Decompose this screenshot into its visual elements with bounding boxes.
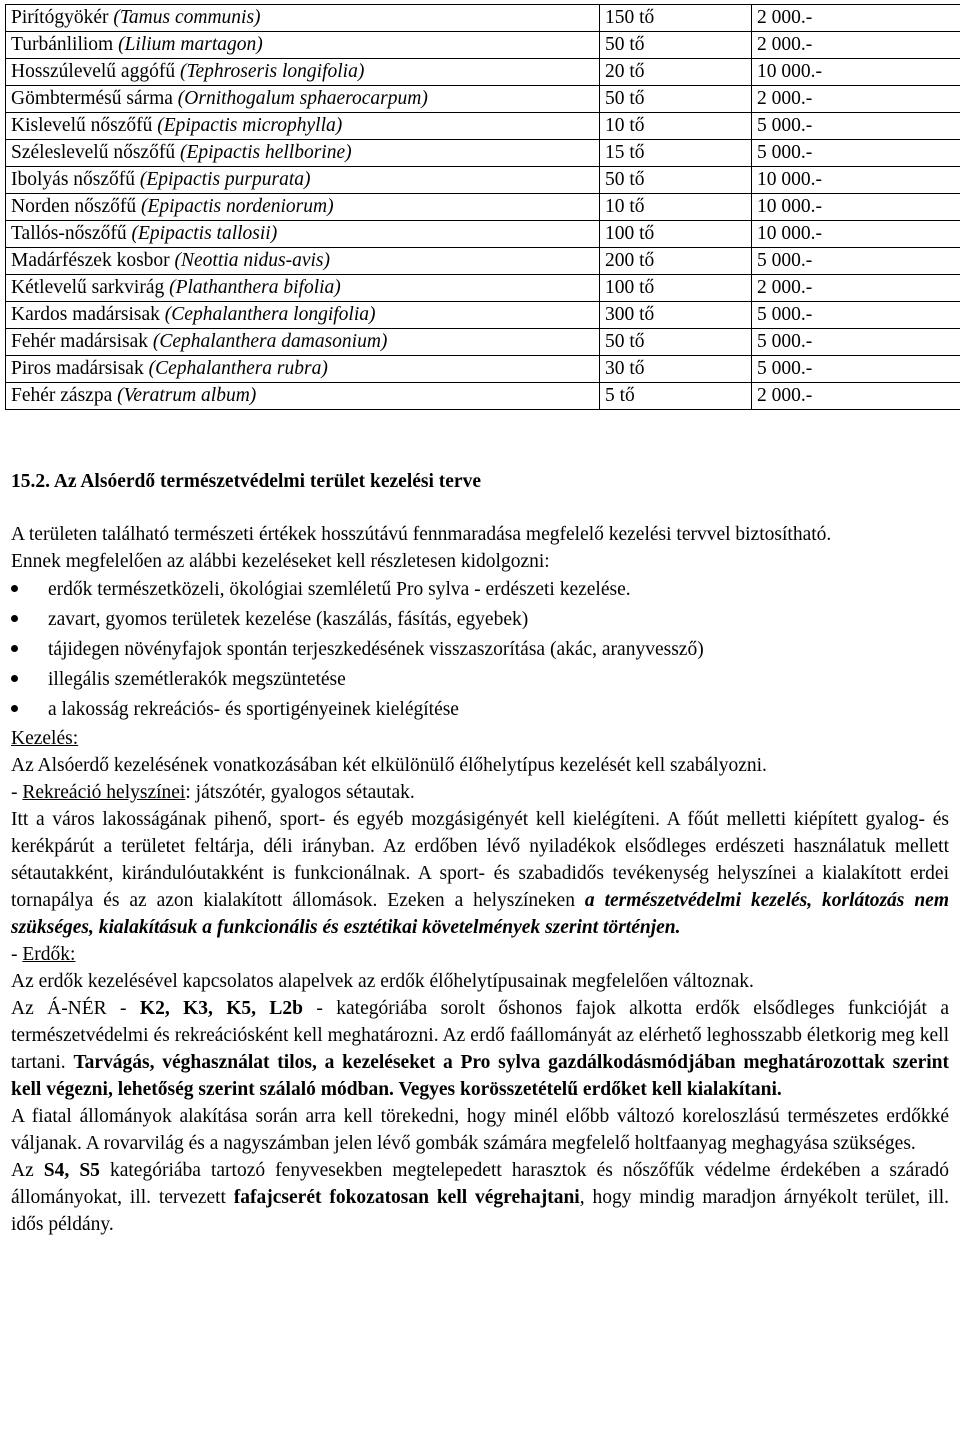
species-price: 10 000.- <box>757 61 822 82</box>
species-hungarian-name: Kétlevelű sarkvirág <box>11 277 165 298</box>
species-quantity: 150 tő <box>605 7 655 28</box>
species-quantity: 5 tő <box>605 385 635 406</box>
table-row <box>6 275 960 302</box>
table-row <box>6 248 960 275</box>
species-latin-name: (Cephalanthera longifolia) <box>164 304 376 325</box>
species-table-body <box>6 5 960 410</box>
table-row <box>6 356 960 383</box>
section-body <box>11 467 949 1238</box>
species-price-cell <box>752 32 960 59</box>
species-price-cell <box>752 113 960 140</box>
species-price: 5 000.- <box>757 304 813 325</box>
species-latin-name: (Epipactis microphylla) <box>157 115 343 136</box>
erdok-label: Erdők: <box>22 944 76 965</box>
species-price: 10 000.- <box>757 196 822 217</box>
rekreacio-label: Rekreáció helyszínei <box>22 782 186 803</box>
kezeles-paragraph: Az Alsóerdő kezelésének vonatkozásában két elkülönülő élőhelytípus kezelését kell szabályozni. <box>11 755 767 776</box>
species-latin-name: (Epipactis hellborine) <box>179 142 352 163</box>
species-price: 10 000.- <box>757 223 822 244</box>
species-price: 2 000.- <box>757 34 813 55</box>
species-price: 5 000.- <box>757 331 813 352</box>
s4-codes: S4, S5 <box>43 1160 100 1181</box>
erdok-heading: - Erdők: <box>11 944 76 965</box>
species-quantity: 10 tő <box>605 196 645 217</box>
species-quantity: 15 tő <box>605 142 645 163</box>
species-price: 5 000.- <box>757 250 813 271</box>
fenyves-paragraph: Az S4, S5 kategóriába tartozó fenyvesekben megtelepedett harasztok és nőszőfűk védelme érdekében a száradó állományokat, ill. tervezett fafajcserét fokozatosan kell végrehajtani, hogy mindig maradjon árnyékolt terület, ill. idős példány. <box>11 1160 950 1235</box>
species-quantity-cell <box>600 194 752 221</box>
species-price: 5 000.- <box>757 115 813 136</box>
emphasis-text: a természetvédelmi kezelés, korlátozás nem szükséges, kialakításuk a funkcionális és esztétikai követelmények szerint történjen. <box>11 890 949 938</box>
species-name-cell <box>6 356 600 383</box>
species-name-cell <box>6 86 600 113</box>
bullet-icon <box>11 615 18 622</box>
species-hungarian-name: Gömbtermésű sárma <box>11 88 173 109</box>
list-intro: Ennek megfelelően az alábbi kezeléseket kell részletesen kidolgozni: <box>11 551 550 572</box>
species-hungarian-name: Turbánliliom <box>11 34 114 55</box>
species-name-cell <box>6 194 600 221</box>
species-quantity-cell <box>600 86 752 113</box>
fiatal-paragraph: A fiatal állományok alakítása során arra kell törekedni, hogy minél előbb változó koreloszlású természetes erdőkké váljanak. A rovarvilág és a nagyszámban jelen lévő gombák számára megfelelő holtfaanyag meghagyása szükséges. <box>11 1106 949 1154</box>
species-hungarian-name: Madárfészek kosbor <box>11 250 170 271</box>
species-quantity: 100 tő <box>605 223 655 244</box>
species-latin-name: (Ornithogalum sphaerocarpum) <box>177 88 428 109</box>
species-latin-name: (Cephalanthera damasonium) <box>152 331 388 352</box>
table-row <box>6 329 960 356</box>
species-name-cell <box>6 329 600 356</box>
species-hungarian-name: Hosszúlevelű aggófű <box>11 61 176 82</box>
species-latin-name: (Veratrum album) <box>117 385 257 406</box>
table-row <box>6 383 960 410</box>
species-name-cell <box>6 113 600 140</box>
species-hungarian-name: Pirítógyökér <box>11 7 109 28</box>
species-quantity-cell <box>600 302 752 329</box>
bullet-icon <box>11 705 18 712</box>
intro-paragraph: A területen található természeti értékek hosszútávú fennmaradása megfelelő kezelési tervvel biztosítható. <box>11 524 832 545</box>
species-name-cell <box>6 302 600 329</box>
species-hungarian-name: Tallós-nőszőfű <box>11 223 127 244</box>
table-row <box>6 302 960 329</box>
species-hungarian-name: Norden nőszőfű <box>11 196 137 217</box>
species-latin-name: (Neottia nidus-avis) <box>174 250 330 271</box>
table-row <box>6 140 960 167</box>
species-price-cell <box>752 5 960 32</box>
species-latin-name: (Lilium martagon) <box>118 34 263 55</box>
species-hungarian-name: Fehér madársisak <box>11 331 148 352</box>
species-latin-name: (Tephroseris longifolia) <box>179 61 365 82</box>
species-price-table <box>5 4 960 410</box>
species-hungarian-name: Piros madársisak <box>11 358 144 379</box>
species-name-cell <box>6 221 600 248</box>
species-quantity: 50 tő <box>605 169 645 190</box>
species-quantity-cell <box>600 356 752 383</box>
species-quantity-cell <box>600 275 752 302</box>
species-price-cell <box>752 86 960 113</box>
species-quantity-cell <box>600 5 752 32</box>
species-price-cell <box>752 194 960 221</box>
species-hungarian-name: Kardos madársisak <box>11 304 160 325</box>
list-item: a lakosság rekreációs- és sportigényeinek kielégítése <box>11 695 949 725</box>
species-quantity: 50 tő <box>605 88 645 109</box>
bullet-icon <box>11 585 18 592</box>
section-heading <box>11 467 949 497</box>
species-name-cell <box>6 32 600 59</box>
species-quantity: 100 tő <box>605 277 655 298</box>
species-name-cell <box>6 248 600 275</box>
section-title: Az Alsóerdő természetvédelmi terület kezelési terve <box>53 471 481 492</box>
species-quantity-cell <box>600 329 752 356</box>
species-quantity-cell <box>600 140 752 167</box>
species-hungarian-name: Széleslevelű nőszőfű <box>11 142 176 163</box>
species-price: 2 000.- <box>757 88 813 109</box>
rekreacio-paragraph: Itt a város lakosságának pihenő, sport- és egyéb mozgásigényét kell kielégíteni. A főút melletti kiépített gyalog- és kerékpárút a területet feltárja, déli irányban. Az erdőben lévő nyiladékok elsődleges erdészeti használatuk mellett sétautakként, kirándulóutakként is funkcionálnak. A sport- és szabadidős tevékenység helyszínei a kialakított erdei tornapálya és az azon kialakított állomások. Ezeken a helyszíneken a természetvédelmi kezelés, korlátozás nem szükséges, kialakításuk a funkcionális és esztétikai követelmények szerint történjen. <box>11 809 949 938</box>
bullet-icon <box>11 645 18 652</box>
table-row <box>6 5 960 32</box>
table-row <box>6 221 960 248</box>
species-price-cell <box>752 140 960 167</box>
species-price-cell <box>752 356 960 383</box>
species-price: 2 000.- <box>757 277 813 298</box>
species-price: 5 000.- <box>757 358 813 379</box>
species-name-cell <box>6 5 600 32</box>
species-price-cell <box>752 383 960 410</box>
species-quantity-cell <box>600 383 752 410</box>
aner-codes: K2, K3, K5, L2b <box>139 998 304 1019</box>
species-price-cell <box>752 248 960 275</box>
species-quantity: 50 tő <box>605 34 645 55</box>
aner-bold-text: Tarvágás, véghasználat tilos, a kezeléseket a Pro sylva gazdálkodásmódjában meghatározottak szerint kell végezni, lehetőség szerint szálaló módban. Vegyes korösszetételű erdőket kell kialakítani. <box>11 1052 949 1100</box>
table-row <box>6 59 960 86</box>
species-name-cell <box>6 140 600 167</box>
kezeles-label: Kezelés: <box>11 728 79 749</box>
species-hungarian-name: Ibolyás nőszőfű <box>11 169 136 190</box>
species-quantity: 10 tő <box>605 115 645 136</box>
species-quantity-cell <box>600 221 752 248</box>
list-item: zavart, gyomos területek kezelése (kaszálás, fásítás, egyebek) <box>11 605 949 635</box>
species-price: 2 000.- <box>757 385 813 406</box>
species-quantity: 200 tő <box>605 250 655 271</box>
species-latin-name: (Plathanthera bifolia) <box>169 277 341 298</box>
list-item: illegális szemétlerakók megszüntetése <box>11 665 949 695</box>
species-hungarian-name: Kislevelű nőszőfű <box>11 115 153 136</box>
species-latin-name: (Tamus communis) <box>113 7 261 28</box>
species-price-cell <box>752 59 960 86</box>
table-row <box>6 32 960 59</box>
list-item: tájidegen növényfajok spontán terjeszkedésének visszaszorítása (akác, aranyvessző) <box>11 635 949 665</box>
species-latin-name: (Cephalanthera rubra) <box>148 358 328 379</box>
species-name-cell <box>6 275 600 302</box>
species-price-cell <box>752 329 960 356</box>
list-item: erdők természetközeli, ökológiai szemléletű Pro sylva - erdészeti kezelése. <box>11 575 949 605</box>
species-price-cell <box>752 167 960 194</box>
species-quantity: 50 tő <box>605 331 645 352</box>
species-quantity: 30 tő <box>605 358 645 379</box>
species-name-cell <box>6 167 600 194</box>
s4-bold-text: fafajcserét fokozatosan kell végrehajtani <box>233 1187 580 1208</box>
species-price-cell <box>752 275 960 302</box>
bullet-icon <box>11 675 18 682</box>
species-price: 2 000.- <box>757 7 813 28</box>
erdok-intro-paragraph: Az erdők kezelésével kapcsolatos alapelvek az erdők élőhelytípusainak megfelelően változnak. <box>11 971 754 992</box>
species-quantity-cell <box>600 167 752 194</box>
species-quantity-cell <box>600 248 752 275</box>
species-price-cell <box>752 302 960 329</box>
species-latin-name: (Epipactis tallosii) <box>131 223 278 244</box>
management-list <box>11 575 949 725</box>
species-latin-name: (Epipactis purpurata) <box>139 169 311 190</box>
species-quantity-cell <box>600 59 752 86</box>
aner-paragraph: Az Á-NÉR - K2, K3, K5, L2b - kategóriába sorolt őshonos fajok alkotta erdők elsődleges funkcióját a természetvédelmi és rekreációsként kell meghatározni. Az erdő faállományát az elérhető leghosszabb életkorig meg kell tartani. Tarvágás, véghasználat tilos, a kezeléseket a Pro sylva gazdálkodásmódjában meghatározottak szerint kell végezni, lehetőség szerint szálaló módban. Vegyes korösszetételű erdőket kell kialakítani. <box>11 998 949 1100</box>
species-price-cell <box>752 221 960 248</box>
species-hungarian-name: Fehér zászpa <box>11 385 113 406</box>
species-quantity-cell <box>600 32 752 59</box>
species-name-cell <box>6 383 600 410</box>
species-name-cell <box>6 59 600 86</box>
table-row <box>6 113 960 140</box>
rekreacio-line: - Rekreáció helyszínei: játszótér, gyalogos sétautak. <box>11 782 415 803</box>
table-row <box>6 167 960 194</box>
species-quantity: 20 tő <box>605 61 645 82</box>
species-price: 10 000.- <box>757 169 822 190</box>
section-number: 15.2. <box>11 471 50 492</box>
species-quantity: 300 tő <box>605 304 655 325</box>
species-price: 5 000.- <box>757 142 813 163</box>
kezeles-heading <box>11 725 949 752</box>
table-row <box>6 86 960 113</box>
species-quantity-cell <box>600 113 752 140</box>
table-row <box>6 194 960 221</box>
species-latin-name: (Epipactis nordeniorum) <box>140 196 334 217</box>
